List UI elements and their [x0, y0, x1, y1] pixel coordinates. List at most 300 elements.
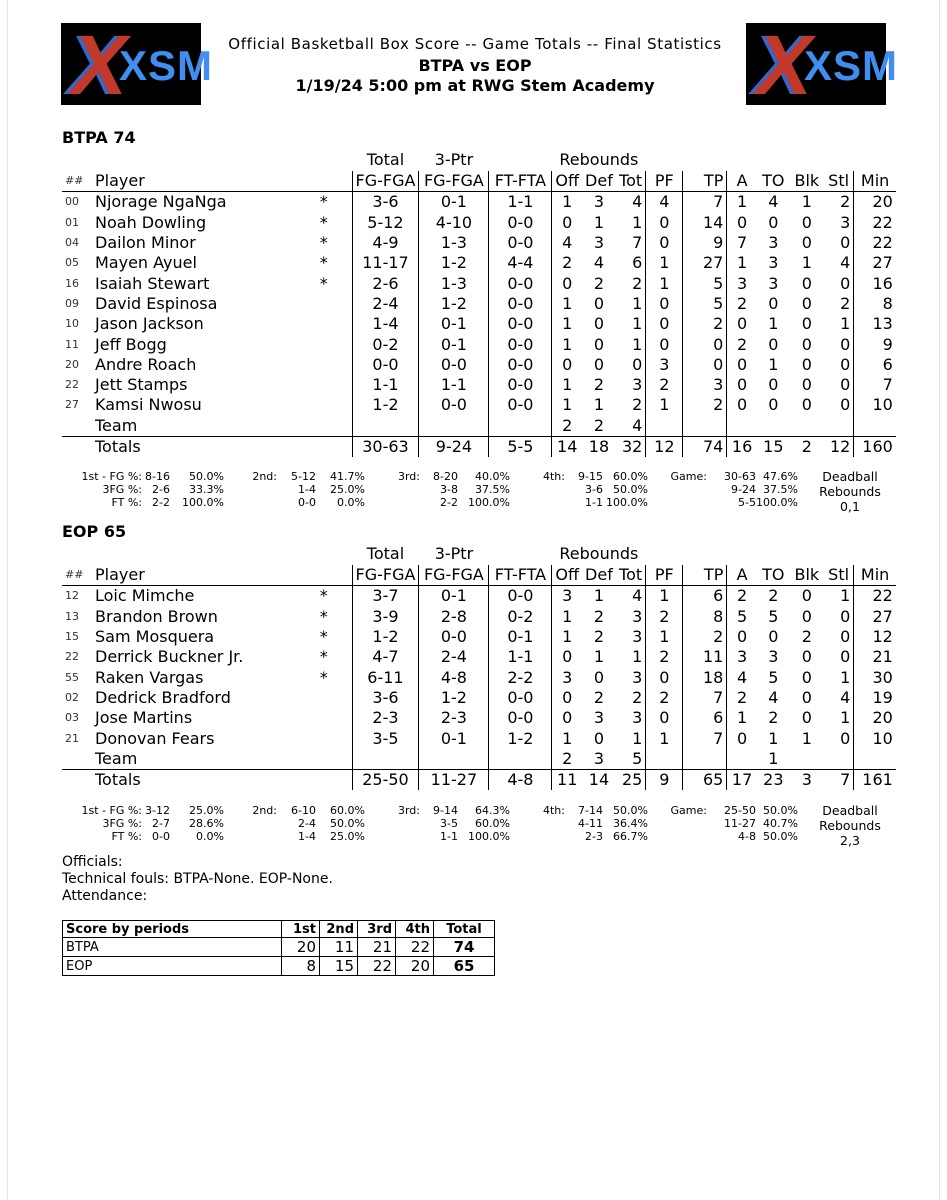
summary-3fg-pct: 40.7% — [763, 817, 798, 830]
stat-tp: 6 — [683, 708, 727, 728]
stat-min — [854, 416, 896, 437]
stat-stl — [824, 416, 854, 437]
total-header: Total — [434, 921, 495, 938]
summary-3fg-pct: 50.0% — [330, 817, 365, 830]
stat-tp: 14 — [683, 213, 727, 233]
col-header-min: Min — [854, 565, 896, 586]
stat-pf: 0 — [646, 334, 683, 354]
player-row — [62, 355, 896, 375]
stat-pf: 4 — [646, 192, 683, 213]
summary-fg-pct: 50.0% — [189, 470, 224, 483]
stat-stl: 0 — [840, 273, 851, 293]
stat-to: 3 — [768, 273, 779, 293]
stat-a: 4 — [727, 667, 757, 687]
stat-stl — [824, 749, 854, 770]
stat-blk: 0 — [790, 294, 824, 314]
starter-mark — [296, 708, 352, 728]
period-header: 4th — [396, 921, 434, 938]
stat-fg: 4-7 — [352, 647, 419, 667]
starter-mark — [296, 416, 352, 437]
stat-blk — [790, 416, 824, 437]
stat-a: 0 — [727, 314, 757, 334]
stat-to — [757, 416, 790, 437]
stat-off: 0 — [552, 273, 582, 293]
player-name: Dedrick Bradford — [92, 688, 296, 708]
stat-tp3: 2-3 — [419, 708, 489, 728]
stat-stl: 3 — [824, 213, 854, 233]
stat-def: 2 — [582, 688, 616, 708]
stat-tp: 5 — [683, 273, 727, 293]
column-header-row — [62, 171, 896, 192]
player-row — [62, 213, 896, 233]
final-score: 65 — [434, 957, 495, 976]
jersey-number: 27 — [65, 398, 79, 412]
summary-3fg: 2-7 — [152, 817, 170, 830]
stat-tp: 11 — [683, 647, 727, 667]
stat-tot: 5 — [632, 748, 643, 768]
jersey-number: 01 — [62, 213, 92, 233]
team-rebounds-row — [62, 749, 896, 770]
jersey-number: 03 — [65, 711, 79, 725]
stat-tp3: 0-0 — [419, 395, 489, 415]
summary-period-label: 2nd: — [252, 470, 277, 483]
jersey-number: 00 — [65, 195, 79, 209]
spacer — [296, 565, 352, 586]
jersey-number: 13 — [62, 607, 92, 627]
stat-min: 27 — [854, 253, 896, 273]
summary-ft: 1-1 — [585, 496, 603, 509]
jersey-number: 55 — [65, 670, 79, 684]
stat-tp3: 1-2 — [419, 688, 489, 708]
jersey-number: 20 — [65, 357, 79, 371]
col-header-tp3: FG-FGA — [419, 171, 489, 192]
stat-to: 0 — [757, 334, 790, 354]
deadball-rebounds — [815, 803, 885, 848]
stat-min: 20 — [854, 192, 896, 213]
stat-stl: 2 — [840, 192, 851, 212]
stat-tot: 3 — [616, 607, 646, 627]
stat-to: 0 — [768, 395, 779, 415]
stat-stl: 2 — [824, 294, 854, 314]
stat-a: 0 — [727, 395, 757, 415]
stat-blk: 0 — [801, 233, 812, 253]
spacer — [296, 436, 352, 457]
summary-fg: 7-14 — [578, 804, 603, 817]
stat-blk: 1 — [801, 192, 812, 212]
player-name: David Espinosa — [92, 294, 296, 314]
starter-mark: * — [296, 647, 352, 667]
player-row — [62, 728, 896, 748]
stat-min — [854, 749, 896, 770]
stat-ft: 0-1 — [489, 627, 552, 647]
spacer — [296, 171, 352, 192]
col-header-to: TO — [757, 565, 790, 586]
spacer — [296, 769, 352, 790]
stat-to: 0 — [757, 375, 790, 395]
stat-fg: 3-5 — [352, 728, 419, 748]
starter-mark: * — [296, 627, 352, 647]
summary-3fg-label: 3FG %: — [102, 483, 142, 496]
stat-min: 22 — [854, 586, 896, 607]
total-ft: 4-8 — [489, 769, 552, 790]
stat-tot: 6 — [616, 253, 646, 273]
summary-3fg: 3-8 — [440, 483, 458, 496]
stat-blk: 0 — [801, 395, 812, 415]
stat-to: 0 — [757, 294, 790, 314]
stat-off: 0 — [552, 355, 582, 375]
stat-a: 3 — [727, 273, 757, 293]
stat-tot: 0 — [632, 354, 643, 374]
totals-row — [62, 769, 896, 790]
stat-tp: 3 — [683, 375, 727, 395]
total-a: 17 — [727, 769, 757, 790]
stat-tot: 1 — [632, 314, 643, 334]
stat-tp: 7 — [683, 192, 727, 213]
summary-fg: 8-16 — [145, 470, 170, 483]
stat-a: 7 — [727, 233, 757, 253]
summary-ft-pct: 25.0% — [330, 830, 365, 843]
stat-pf: 0 — [646, 213, 683, 233]
col-header-stl: Stl — [824, 565, 854, 586]
period-score: 8 — [282, 957, 320, 976]
stat-to: 2 — [768, 586, 779, 606]
player-name: Njorage NgaNga — [95, 192, 227, 212]
stat-def: 0 — [593, 354, 605, 374]
stat-min: 10 — [854, 395, 896, 415]
stat-ft: 0-0 — [489, 395, 552, 415]
stat-pf: 2 — [646, 647, 683, 667]
score-by-periods-table — [62, 920, 495, 976]
spacer — [92, 543, 296, 565]
stat-fg: 1-1 — [352, 375, 419, 395]
stat-blk: 0 — [790, 647, 824, 667]
col-header-pf: PF — [646, 565, 683, 586]
stat-def: 2 — [593, 627, 605, 647]
technical-fouls-line: Technical fouls: BTPA-None. EOP-None. — [62, 871, 333, 887]
stat-tp3: 0-1 — [419, 728, 489, 748]
officials-line: Officials: — [62, 854, 123, 870]
team-title-eop: EOP 65 — [62, 522, 127, 541]
stat-fg: 1-2 — [352, 395, 419, 415]
period-header: 1st — [282, 921, 320, 938]
stat-tp3: 4-10 — [419, 213, 489, 233]
stat-off: 3 — [552, 586, 582, 607]
stat-fg: 3-6 — [352, 688, 419, 708]
stat-off: 1 — [552, 607, 582, 627]
player-row — [62, 334, 896, 354]
stat-to: 1 — [768, 314, 779, 334]
group-rebounds-label: Rebounds — [559, 150, 639, 169]
stat-ft — [489, 416, 552, 437]
stat-a: 5 — [727, 607, 757, 627]
stat-tot: 4 — [632, 586, 643, 606]
summary-3fg: 11-27 — [724, 817, 756, 830]
period-score: 20 — [396, 957, 434, 976]
summary-3fg: 3-6 — [585, 483, 603, 496]
col-header-ft: FT-FTA — [489, 565, 552, 586]
stat-min: 19 — [854, 688, 896, 708]
stat-min: 22 — [854, 233, 896, 253]
stat-to: 3 — [768, 233, 779, 253]
total-fg: 25-50 — [352, 769, 419, 790]
stat-a — [727, 416, 757, 437]
stat-ft: 1-1 — [489, 647, 552, 667]
period-score: 21 — [358, 938, 396, 957]
summary-fg-pct: 50.0% — [763, 804, 798, 817]
starter-mark — [296, 355, 352, 375]
stat-min: 10 — [854, 728, 896, 748]
stat-ft: 0-0 — [489, 213, 552, 233]
summary-3fg: 1-4 — [298, 483, 316, 496]
jersey-number — [62, 416, 92, 437]
stat-pf: 1 — [646, 273, 683, 293]
summary-fg: 9-15 — [578, 470, 603, 483]
stat-off: 0 — [552, 688, 582, 708]
stat-tot: 2 — [632, 395, 643, 415]
stat-off: 0 — [552, 708, 582, 728]
stat-a — [727, 749, 757, 770]
player-name: Team — [95, 748, 138, 768]
spacer — [824, 149, 854, 171]
stat-pf: 1 — [646, 586, 683, 607]
jersey-number — [62, 749, 92, 770]
summary-ft-pct: 100.0% — [182, 496, 224, 509]
stat-tp3 — [419, 749, 489, 770]
stat-tp: 7 — [683, 688, 727, 708]
stat-def: 4 — [582, 253, 616, 273]
summary-ft: 2-2 — [152, 496, 170, 509]
stat-off: 2 — [552, 416, 582, 437]
stat-def: 1 — [582, 647, 616, 667]
period-header: 3rd — [358, 921, 396, 938]
stat-a: 1 — [727, 253, 757, 273]
stat-tp3: 0-0 — [419, 355, 489, 375]
stat-a: 3 — [727, 647, 757, 667]
col-header-a: A — [727, 565, 757, 586]
col-header-off: Off — [552, 565, 582, 586]
starter-mark: * — [296, 586, 352, 607]
player-row — [62, 233, 896, 253]
summary-fg-pct: 60.0% — [330, 804, 365, 817]
summary-3fg-label: 3FG %: — [102, 817, 142, 830]
summary-ft-pct: 100.0% — [468, 496, 510, 509]
summary-ft-pct: 50.0% — [763, 830, 798, 843]
stat-to: 3 — [757, 647, 790, 667]
starter-mark: * — [296, 607, 352, 627]
summary-ft: 5-5 — [738, 496, 756, 509]
stat-to: 3 — [757, 253, 790, 273]
col-header-off: Off — [552, 171, 582, 192]
totals-label: Totals — [92, 769, 296, 790]
spacer — [62, 436, 92, 457]
stat-a: 2 — [727, 334, 757, 354]
spacer — [757, 543, 790, 565]
stat-def: 2 — [582, 375, 616, 395]
stat-ft: 0-0 — [489, 375, 552, 395]
summary-period-label: 3rd: — [397, 804, 420, 817]
stat-to: 2 — [768, 708, 779, 728]
starter-mark — [296, 728, 352, 748]
totals-row — [62, 436, 896, 457]
summary-fg: 5-12 — [291, 470, 316, 483]
jersey-number: 22 — [62, 375, 92, 395]
stat-a: 0 — [727, 375, 757, 395]
stat-min: 13 — [854, 314, 896, 334]
stat-off: 4 — [552, 233, 582, 253]
stat-tot: 4 — [632, 192, 643, 212]
stat-tot: 1 — [616, 728, 646, 748]
player-name: Jett Stamps — [92, 375, 296, 395]
summary-period-label: 4th: — [543, 470, 565, 483]
starter-mark: * — [296, 253, 352, 273]
player-name: Sam Mosquera — [95, 627, 215, 647]
game-date-venue: 1/19/24 5:00 pm at RWG Stem Academy — [295, 76, 655, 95]
stat-tp3: 1-2 — [419, 253, 489, 273]
stat-pf: 0 — [646, 667, 683, 687]
stat-off: 0 — [552, 647, 582, 667]
starter-mark — [296, 314, 352, 334]
stat-tp3: 1-2 — [419, 294, 489, 314]
summary-fg: 3-12 — [145, 804, 170, 817]
summary-period-label: Game: — [670, 470, 707, 483]
stat-ft: 1-2 — [489, 728, 552, 748]
spacer — [296, 149, 352, 171]
jersey-number: 22 — [62, 647, 92, 667]
team-title-btpa: BTPA 74 — [62, 128, 136, 147]
total-min: 160 — [854, 436, 896, 457]
stat-tp: 2 — [683, 395, 727, 415]
stat-tot: 3 — [632, 708, 643, 728]
summary-ft: 0-0 — [152, 830, 170, 843]
player-name: Derrick Buckner Jr. — [92, 647, 296, 667]
spacer — [683, 543, 727, 565]
player-row — [62, 667, 896, 687]
col-header-fg: FG-FGA — [352, 565, 419, 586]
stat-stl: 0 — [824, 334, 854, 354]
stat-def: 0 — [582, 728, 616, 748]
stat-blk: 0 — [801, 354, 812, 374]
jersey-number: 21 — [62, 728, 92, 748]
stat-tp: 7 — [683, 728, 727, 748]
summary-fg: 8-20 — [433, 470, 458, 483]
xsm-logo-right: X XSM — [746, 23, 886, 105]
stat-pf: 2 — [646, 607, 683, 627]
stat-off: 2 — [552, 253, 582, 273]
total-tot: 32 — [616, 436, 646, 457]
total-to: 23 — [757, 769, 790, 790]
jersey-number: 15 — [65, 630, 79, 644]
starter-mark: * — [296, 667, 352, 687]
stat-def: 2 — [582, 416, 616, 437]
logo-text-left: XSM — [119, 42, 214, 89]
stat-def: 2 — [593, 273, 605, 293]
summary-3fg: 3-5 — [440, 817, 458, 830]
starter-mark — [296, 749, 352, 770]
stat-blk: 0 — [801, 586, 812, 606]
total-tp3: 11-27 — [419, 769, 489, 790]
deadball-label: Deadball — [822, 803, 878, 818]
spacer — [92, 149, 296, 171]
column-header-row — [62, 565, 896, 586]
summary-fg-pct: 25.0% — [189, 804, 224, 817]
stat-tp3: 1-3 — [419, 273, 489, 293]
spacer — [790, 149, 824, 171]
summary-fg-pct: 41.7% — [330, 470, 365, 483]
player-row — [62, 688, 896, 708]
summary-ft-pct: 0.0% — [337, 496, 365, 509]
stat-fg: 5-12 — [352, 213, 419, 233]
spacer — [62, 543, 92, 565]
stat-fg: 0-0 — [352, 355, 419, 375]
stat-stl: 1 — [840, 314, 851, 334]
group-total-label: Total — [366, 150, 405, 169]
starter-mark: * — [296, 233, 352, 253]
spacer — [854, 543, 896, 565]
stat-min: 8 — [854, 294, 896, 314]
stat-stl: 1 — [840, 667, 851, 687]
summary-ft-pct: 100.0% — [756, 496, 798, 509]
stat-tot: 1 — [616, 213, 646, 233]
stat-ft: 1-1 — [489, 192, 552, 213]
jersey-number: 04 — [65, 236, 79, 250]
summary-fg: 25-50 — [724, 804, 756, 817]
jersey-number: 16 — [65, 276, 79, 290]
stat-fg: 6-11 — [352, 667, 419, 687]
stat-tot: 7 — [632, 233, 643, 253]
logo-text-right: XSM — [804, 42, 899, 89]
stat-tp3: 0-1 — [419, 192, 489, 213]
stat-tot: 1 — [616, 334, 646, 354]
stat-ft: 0-0 — [489, 273, 552, 293]
stat-pf: 1 — [646, 253, 683, 273]
player-name: Jason Jackson — [95, 314, 204, 334]
total-tp: 74 — [683, 436, 727, 457]
stat-tot: 2 — [632, 273, 643, 293]
col-header-player: Player — [92, 565, 296, 586]
stat-def: 0 — [593, 314, 605, 334]
spacer — [296, 543, 352, 565]
col-header-fg: FG-FGA — [352, 171, 419, 192]
col-header-tp: TP — [683, 171, 727, 192]
stat-min: 27 — [854, 607, 896, 627]
stat-pf: 0 — [646, 233, 683, 253]
stat-blk: 0 — [790, 607, 824, 627]
xsm-logo-left: X XSM — [61, 23, 201, 105]
player-row — [62, 395, 896, 415]
stat-ft: 0-0 — [489, 233, 552, 253]
col-header-player: Player — [92, 171, 296, 192]
spacer — [646, 543, 683, 565]
summary-period-label: 1st - FG %: — [81, 470, 142, 483]
jersey-number: 05 — [62, 253, 92, 273]
player-row — [62, 647, 896, 667]
total-blk: 2 — [790, 436, 824, 457]
summary-ft: 2-3 — [585, 830, 603, 843]
group-3ptr-label: 3-Ptr — [434, 544, 474, 563]
starter-mark: * — [296, 192, 352, 213]
stat-pf: 2 — [646, 688, 683, 708]
stat-tot: 2 — [616, 688, 646, 708]
group-total-label: Total — [366, 544, 405, 563]
stat-to: 4 — [768, 192, 779, 212]
col-header-min: Min — [854, 171, 896, 192]
stat-tp3: 0-1 — [419, 314, 489, 334]
stat-off: 1 — [552, 294, 582, 314]
stat-stl: 0 — [840, 354, 851, 374]
summary-ft-pct: 0.0% — [196, 830, 224, 843]
summary-fg-pct: 40.0% — [475, 470, 510, 483]
deadball-rebounds — [815, 469, 885, 514]
